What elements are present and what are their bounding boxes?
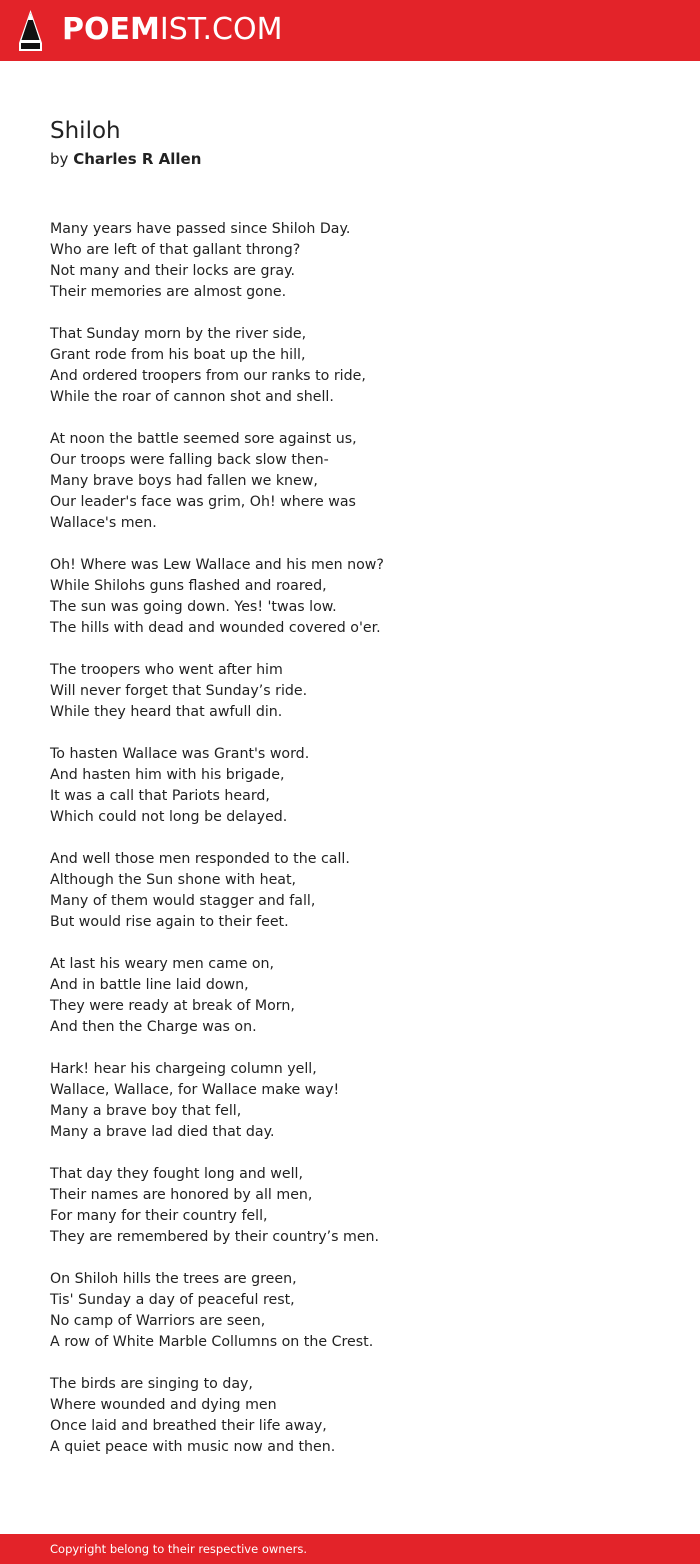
- poem-stanza: [50, 429, 650, 534]
- author-name: Charles R Allen: [73, 150, 202, 168]
- poem-line: While the roar of cannon shot and shell.: [50, 389, 334, 405]
- poem-line: Many a brave lad died that day.: [50, 1124, 275, 1140]
- poem-line: Although the Sun shone with heat,: [50, 872, 297, 888]
- by-label: by: [50, 150, 69, 168]
- poem-line: Many years have passed since Shiloh Day.: [50, 221, 351, 237]
- poem-line: Many of them would stagger and fall,: [50, 893, 316, 909]
- poem-line: Their names are honored by all men,: [50, 1187, 313, 1203]
- poem-line: And ordered troopers from our ranks to ride,: [50, 368, 366, 384]
- poem-line: Hark! hear his chargeing column yell,: [50, 1061, 317, 1077]
- poem-stanza: [50, 954, 650, 1038]
- poem-line: At noon the battle seemed sore against us,: [50, 431, 357, 447]
- poem-line: Which could not long be delayed.: [50, 809, 288, 825]
- poem-stanza: [50, 324, 650, 408]
- poem-line: A quiet peace with music now and then.: [50, 1439, 336, 1455]
- poem-line: The troopers who went after him: [50, 662, 283, 678]
- poem-stanza: [50, 660, 650, 723]
- pencil-tip-icon[interactable]: [18, 9, 43, 52]
- poem-line: That day they fought long and well,: [50, 1166, 304, 1182]
- poem-line: Not many and their locks are gray.: [50, 263, 295, 279]
- poem-line: At last his weary men came on,: [50, 956, 275, 972]
- poem-line: The birds are singing to day,: [50, 1376, 253, 1392]
- poem-line: Our leader's face was grim, Oh! where was: [50, 494, 356, 510]
- poem-line: While Shilohs guns flashed and roared,: [50, 578, 327, 594]
- poem-title: Shiloh: [50, 118, 121, 144]
- poem-line: They are remembered by their country’s men.: [50, 1229, 380, 1245]
- poem-stanza: [50, 1164, 650, 1248]
- brand-bold-text: POEM: [62, 12, 160, 47]
- site-logo-text[interactable]: [62, 12, 282, 48]
- poem-line: On Shiloh hills the trees are green,: [50, 1271, 297, 1287]
- poem-line: Wallace's men.: [50, 515, 157, 531]
- byline: [50, 147, 650, 171]
- poem-line: And then the Charge was on.: [50, 1019, 257, 1035]
- poem-line: While they heard that awfull din.: [50, 704, 283, 720]
- site-header: [0, 0, 700, 61]
- site-footer: [0, 1534, 700, 1564]
- poem-stanza: [50, 1374, 650, 1458]
- copyright-text: Copyright belong to their respective owners.: [50, 1542, 308, 1556]
- poem-body: [50, 219, 650, 1458]
- poem-line: Oh! Where was Lew Wallace and his men now?: [50, 557, 384, 573]
- poem-line: Where wounded and dying men: [50, 1397, 277, 1413]
- poem-stanza: [50, 744, 650, 828]
- poem-line: Their memories are almost gone.: [50, 284, 287, 300]
- poem-line: No camp of Warriors are seen,: [50, 1313, 266, 1329]
- poem-line: Once laid and breathed their life away,: [50, 1418, 327, 1434]
- poem-line: And well those men responded to the call.: [50, 851, 350, 867]
- poem-line: It was a call that Pariots heard,: [50, 788, 270, 804]
- poem-stanza: [50, 1269, 650, 1353]
- poem-line: Tis' Sunday a day of peaceful rest,: [50, 1292, 295, 1308]
- poem-line: For many for their country fell,: [50, 1208, 268, 1224]
- poem-line: Many a brave boy that fell,: [50, 1103, 242, 1119]
- poem-line: Grant rode from his boat up the hill,: [50, 347, 306, 363]
- poem-line: Will never forget that Sunday’s ride.: [50, 683, 308, 699]
- poem-line: That Sunday morn by the river side,: [50, 326, 307, 342]
- poem-content: [50, 116, 650, 1479]
- poem-line: Who are left of that gallant throng?: [50, 242, 301, 258]
- poem-line: Many brave boys had fallen we knew,: [50, 473, 318, 489]
- poem-stanza: [50, 555, 650, 639]
- poem-line: Our troops were falling back slow then-: [50, 452, 329, 468]
- poem-line: The sun was going down. Yes! 'twas low.: [50, 599, 337, 615]
- poem-line: The hills with dead and wounded covered o'er.: [50, 620, 381, 636]
- poem-stanza: [50, 849, 650, 933]
- poem-stanza: [50, 1059, 650, 1143]
- poem-stanza: [50, 219, 650, 303]
- poem-line: And hasten him with his brigade,: [50, 767, 285, 783]
- poem-line: A row of White Marble Collumns on the Crest.: [50, 1334, 374, 1350]
- poem-line: They were ready at break of Morn,: [50, 998, 295, 1014]
- poem-line: And in battle line laid down,: [50, 977, 249, 993]
- poem-line: Wallace, Wallace, for Wallace make way!: [50, 1082, 340, 1098]
- brand-light-text: IST.COM: [159, 12, 283, 47]
- poem-line: But would rise again to their feet.: [50, 914, 289, 930]
- poem-line: To hasten Wallace was Grant's word.: [50, 746, 310, 762]
